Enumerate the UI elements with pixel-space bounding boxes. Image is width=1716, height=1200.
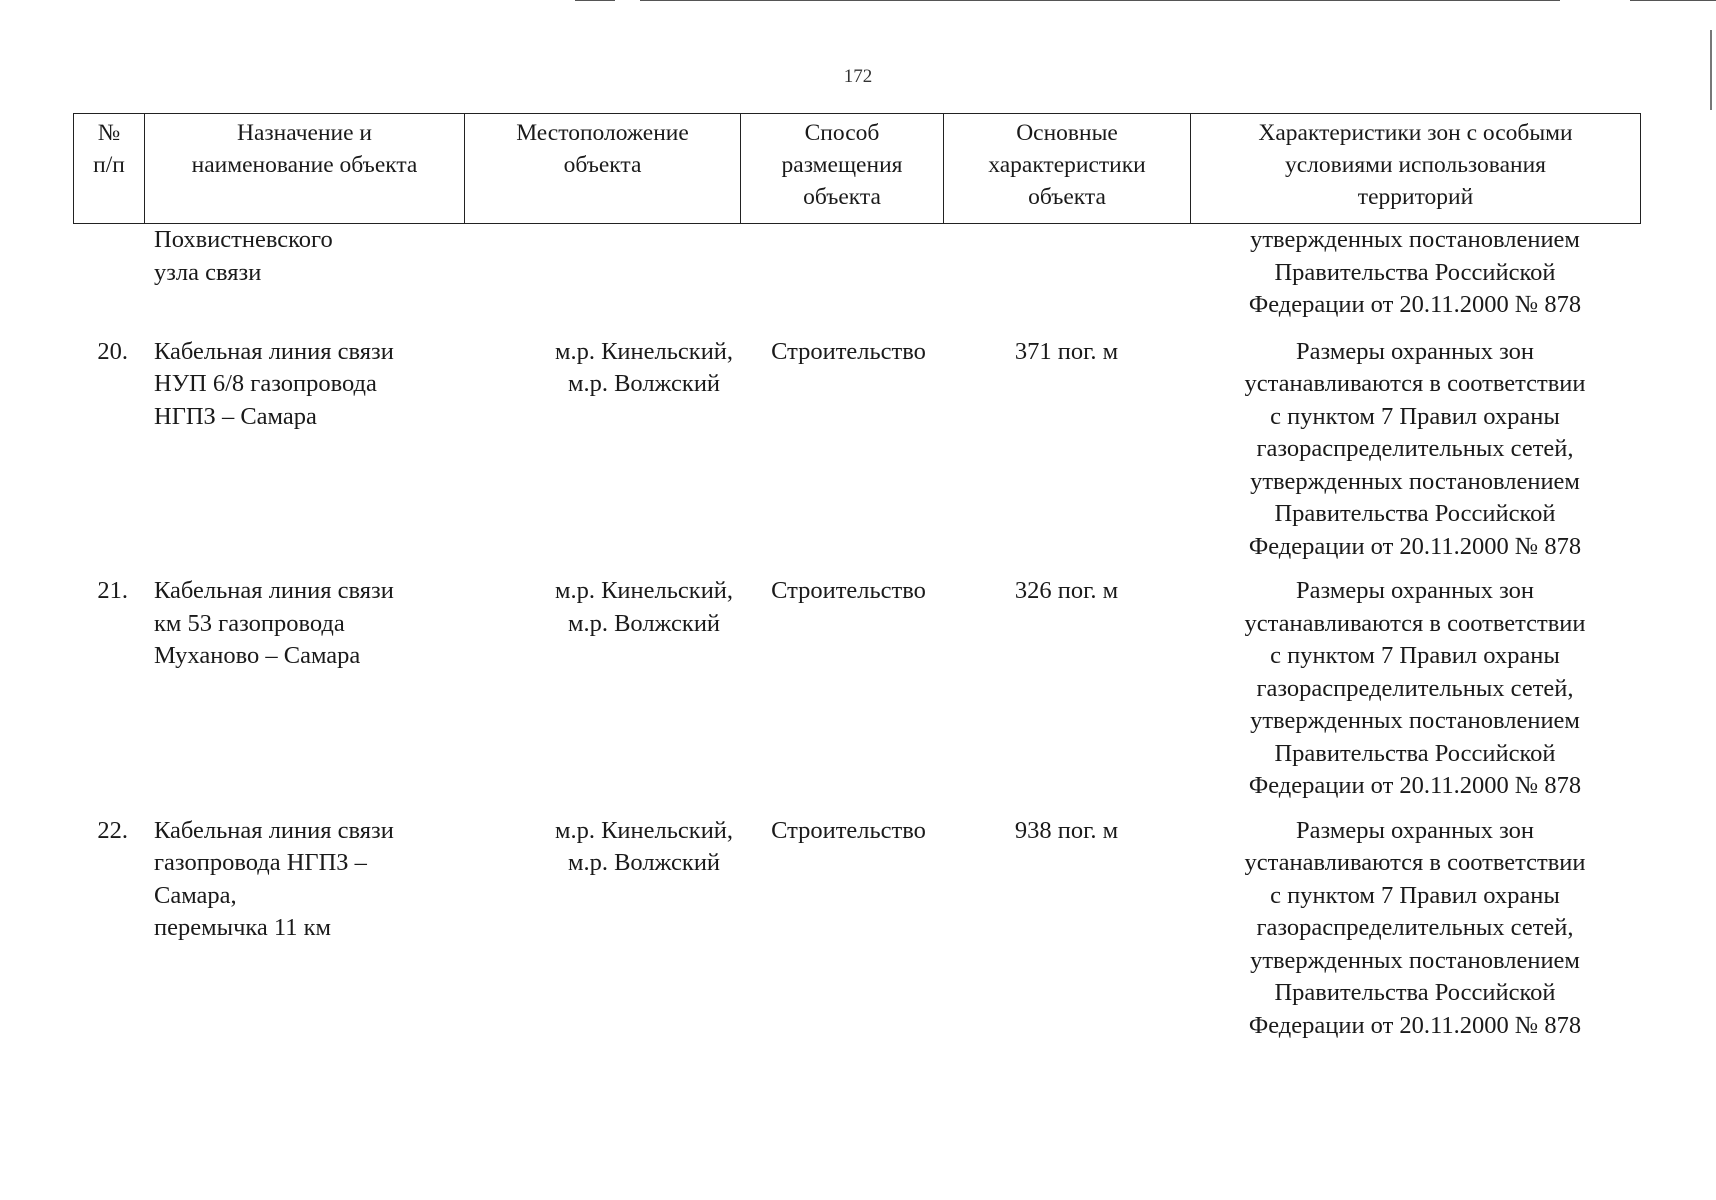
cell-method: Строительство [771, 337, 926, 365]
cell-method [754, 224, 943, 336]
table-row [73, 336, 1640, 576]
cell-name: Кабельная линия связи газопровода НГПЗ – Самара, перемычка 11 км [154, 816, 394, 941]
cell-location: м.р. Кинельский, м.р. Волжский [554, 337, 734, 397]
cell-method: Строительство [771, 816, 926, 844]
cell-characteristics: 326 пог. м [1014, 577, 1119, 604]
table-body [73, 224, 1640, 1054]
cell-zone: утвержденных постановлением Правительства Российской Федерации от 20.11.2000 № 878 [1248, 226, 1582, 318]
header-name: Назначение и наименование объекта [145, 114, 465, 224]
cell-characteristics [943, 224, 1190, 336]
table-row-continuation [73, 224, 1640, 336]
header-zone: Характеристики зон с особыми условиями использования территорий [1191, 114, 1641, 224]
cell-characteristics: 371 пог. м [1014, 337, 1119, 365]
header-method: Способ размещения объекта [741, 114, 944, 224]
cell-location [534, 224, 754, 336]
cell-number [73, 224, 144, 336]
cell-number: 20. [97, 337, 128, 365]
cell-location: м.р. Кинельский, м.р. Волжский [554, 816, 734, 876]
table-header [73, 113, 1641, 224]
page-number: 172 [843, 66, 873, 87]
cell-characteristics: 938 пог. м [1014, 816, 1119, 844]
cell-location: м.р. Кинельский, м.р. Волжский [554, 577, 734, 637]
cell-number: 21. [97, 577, 128, 604]
scan-edge-line [575, 0, 615, 1]
scan-edge-line [1630, 0, 1716, 1]
header-characteristics: Основные характеристики объекта [944, 114, 1191, 224]
header-row [74, 114, 1641, 224]
cell-zone: Размеры охранных зон устанавливаются в соответствии с пунктом 7 Правил охраны газораспределительных сетей, утвержденных постановлением Правительства Российской Федерации от 20.11.2000 № 878 [1244, 577, 1586, 799]
scan-edge-line [640, 0, 1560, 1]
cell-zone: Размеры охранных зон устанавливаются в соответствии с пунктом 7 Правил охраны газораспределительных сетей, утвержденных постановлением Правительства Российской Федерации от 20.11.2000 № 878 [1244, 816, 1586, 1039]
header-number: № п/п [74, 114, 145, 224]
table-row [73, 815, 1640, 1055]
table-row [73, 575, 1640, 815]
header-location: Местоположение объекта [465, 114, 741, 224]
cell-number: 22. [97, 816, 128, 844]
cell-name: Кабельная линия связи км 53 газопровода Муханово – Самара [154, 577, 394, 669]
cell-method: Строительство [771, 577, 926, 604]
cell-name: Похвистневского узла связи [154, 226, 333, 286]
cell-zone: Размеры охранных зон устанавливаются в соответствии с пунктом 7 Правил охраны газораспределительных сетей, утвержденных постановлением Правительства Российской Федерации от 20.11.2000 № 878 [1244, 337, 1586, 560]
cell-name: Кабельная линия связи НУП 6/8 газопровода НГПЗ – Самара [154, 337, 394, 430]
